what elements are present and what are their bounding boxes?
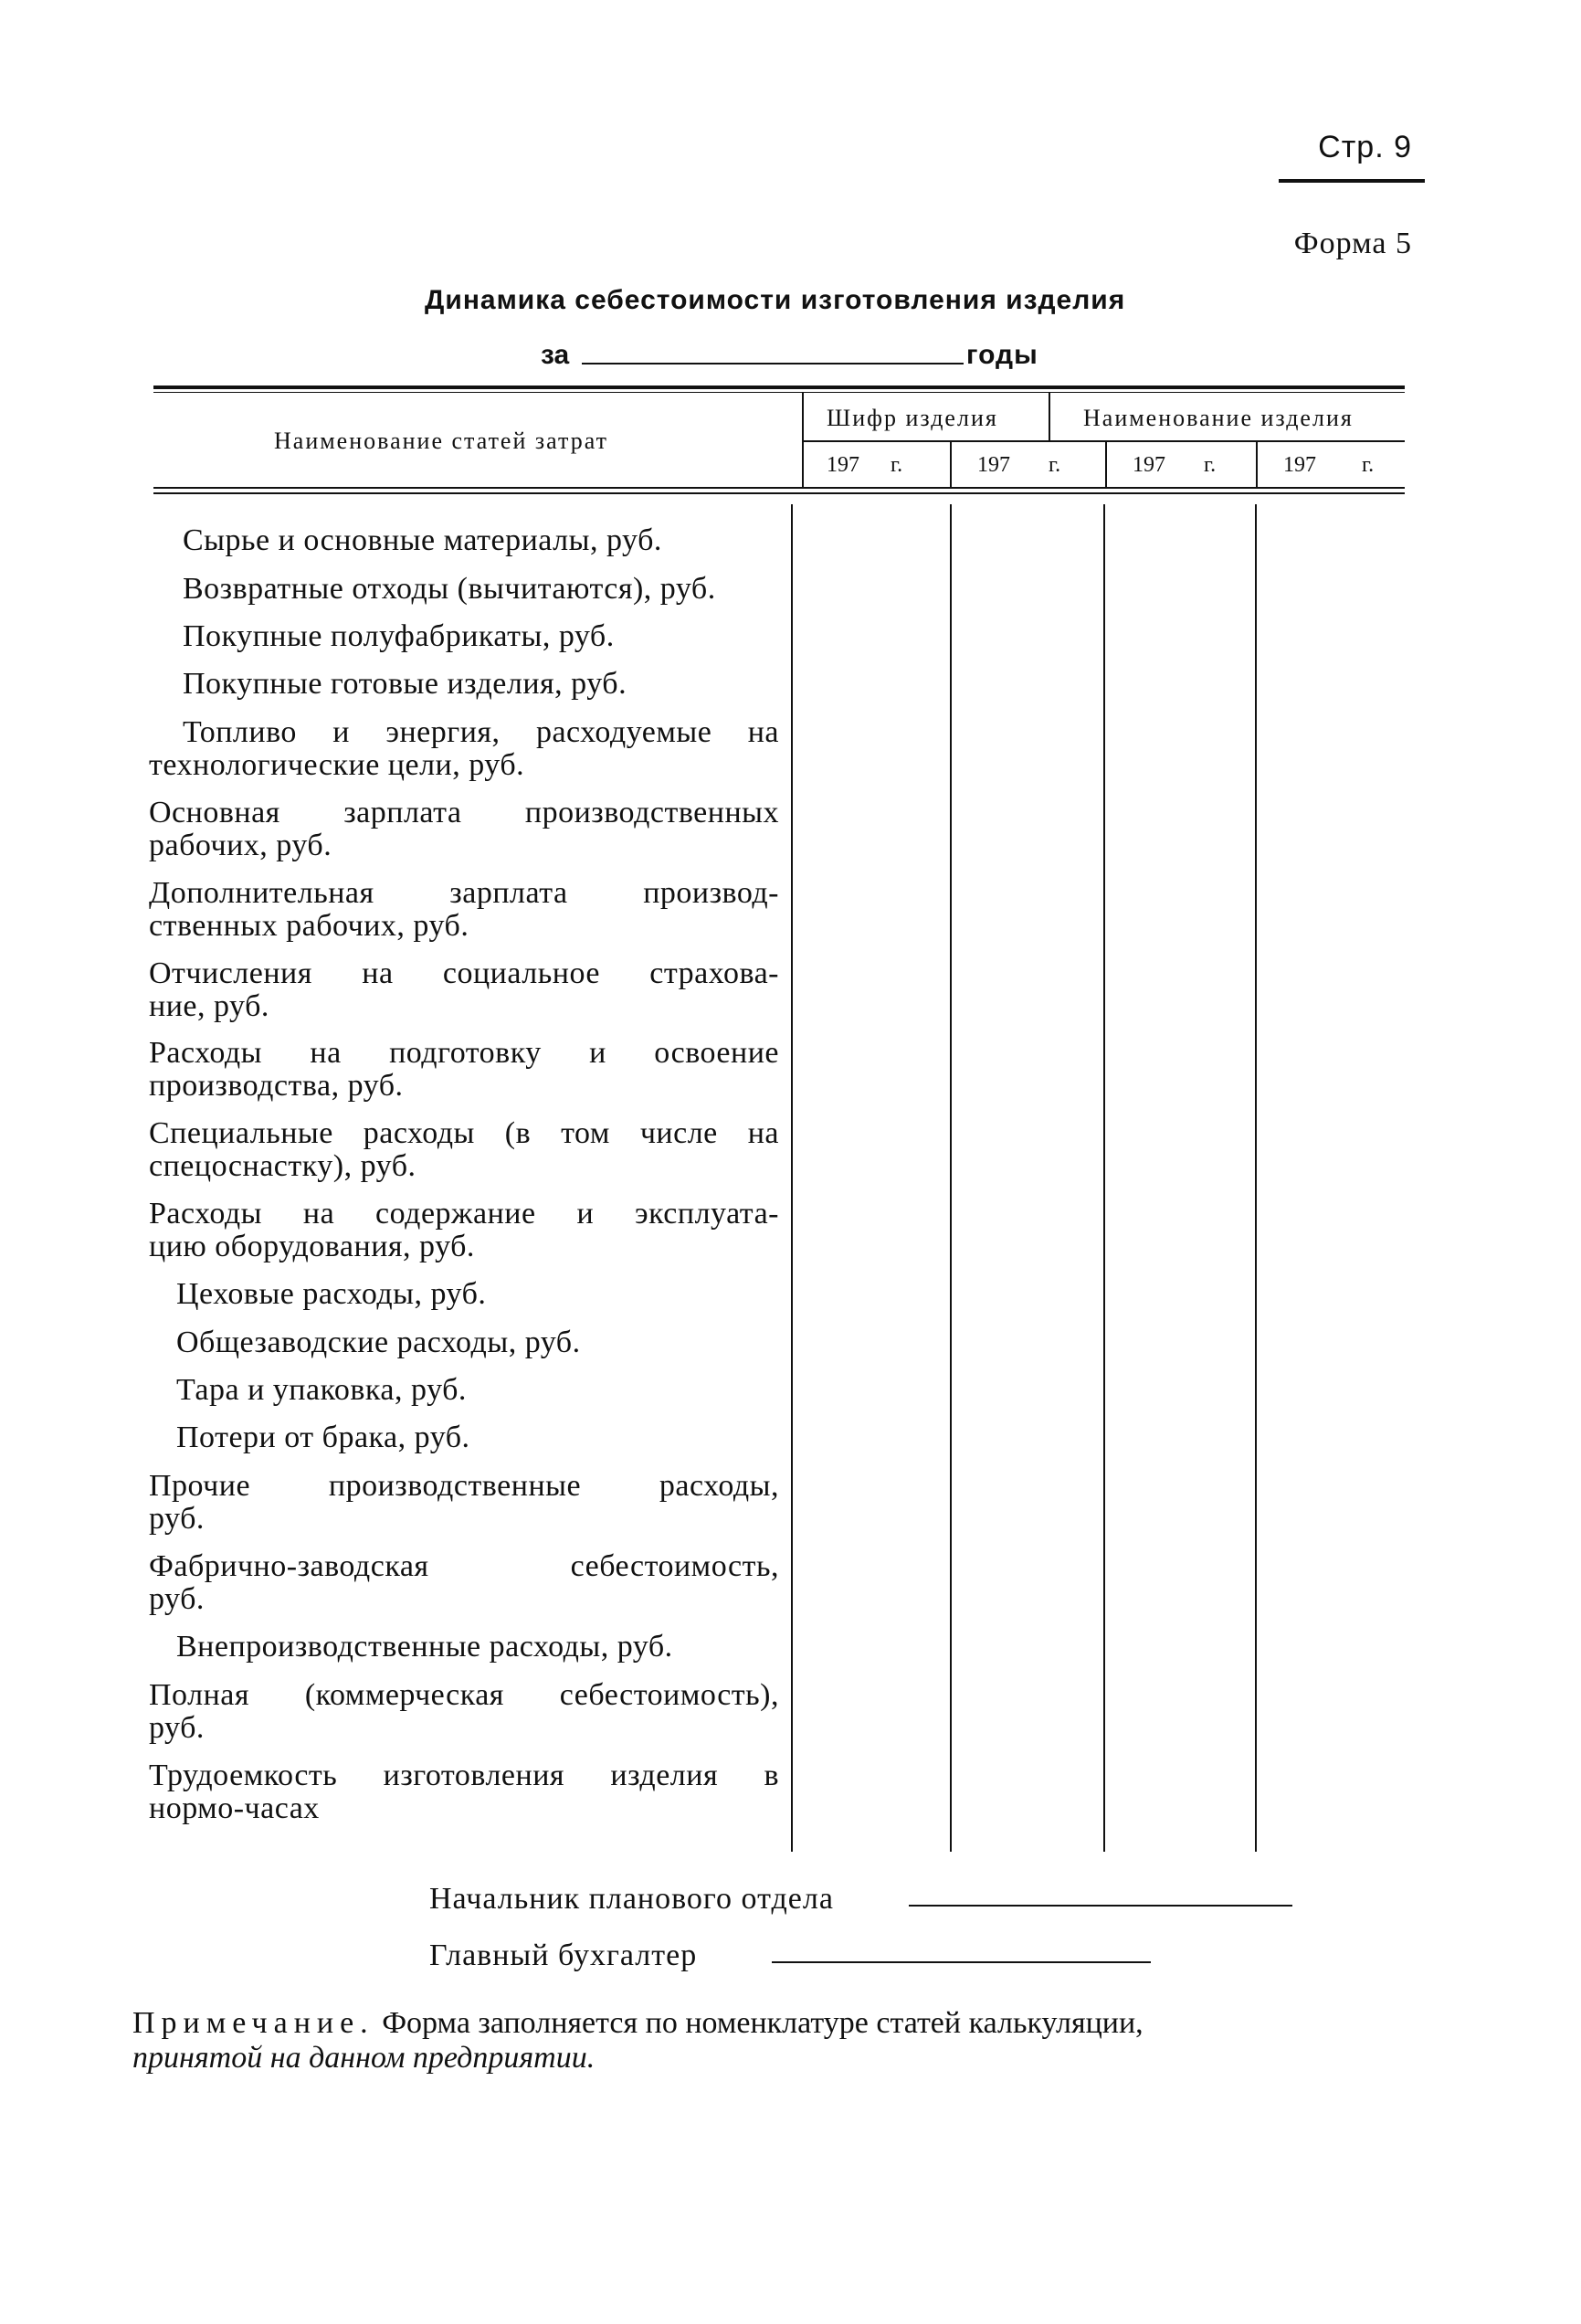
- cost-item-line: Прочие производственные расходы,: [149, 1469, 779, 1503]
- cost-item-line: Расходы на подготовку и освоение: [149, 1036, 779, 1070]
- header-bottom-rule-2: [153, 492, 1405, 494]
- cost-item-row: [149, 957, 779, 1023]
- body-divider-col-1: [950, 504, 952, 1852]
- signature-chief-accountant: Главный бухгалтер: [429, 1938, 698, 1972]
- cost-item-line: Дополнительная зарплата производ-: [149, 876, 779, 910]
- signature-planning-head: Начальник планового отдела: [429, 1882, 834, 1916]
- group-header-name: Наименование изделия: [1083, 405, 1354, 431]
- cost-item-line: руб.: [149, 1502, 205, 1536]
- cost-item-row: [149, 524, 779, 557]
- cost-item-line: ственных рабочих, руб.: [149, 909, 469, 943]
- cost-item-line: Основная зарплата производственных: [149, 796, 779, 829]
- cost-item-line: Расходы на содержание и эксплуата-: [149, 1197, 779, 1231]
- year-cell-4: [1283, 453, 1374, 478]
- cost-item-line: Тара и упаковка, руб.: [176, 1373, 467, 1407]
- cost-item-line: Специальные расходы (в том числе на: [149, 1116, 779, 1150]
- page-number: Стр. 9: [1318, 130, 1412, 164]
- cost-item-line: Цеховые расходы, руб.: [176, 1277, 487, 1311]
- cost-item-row: [149, 1550, 779, 1616]
- form-label: Форма 5: [1293, 227, 1412, 260]
- header-divider-year-2: [1105, 442, 1107, 488]
- cost-item-row: [149, 877, 779, 943]
- year-cell-2: [977, 453, 1060, 478]
- cost-item-row: [149, 1278, 779, 1311]
- cost-item-line: Фабрично-заводская себестоимость,: [149, 1549, 779, 1583]
- cost-item-row: [149, 797, 779, 862]
- cost-item-line: Покупные готовые изделия, руб.: [183, 667, 627, 701]
- footnote-italic-text: принятой на данном предприятии.: [132, 2041, 596, 2075]
- cost-item-row: [149, 1679, 779, 1745]
- year-cell-3-year: 197: [1133, 453, 1165, 477]
- signature-planning-head-line: [909, 1905, 1292, 1907]
- cost-item-line: нормо-часах: [149, 1791, 320, 1825]
- year-cell-4-suffix: г.: [1362, 453, 1375, 477]
- footnote-text: Форма заполняется по номенклатуре статей калькуляции,: [382, 2006, 1144, 2040]
- signature-chief-accountant-line: [772, 1961, 1151, 1963]
- year-cell-1: [827, 453, 902, 478]
- cost-item-row: [149, 1326, 779, 1359]
- cost-item-line: Внепроизводственные расходы, руб.: [176, 1630, 673, 1664]
- period-suffix: годы: [966, 340, 1038, 370]
- cost-item-line: руб.: [149, 1582, 205, 1616]
- cost-item-line: Сырье и основные материалы, руб.: [183, 523, 662, 557]
- cost-item-line: ние, руб.: [149, 989, 269, 1023]
- cost-item-row: [149, 1759, 779, 1825]
- group-header-code: Шифр изделия: [827, 405, 998, 431]
- year-cell-2-year: 197: [977, 453, 1010, 477]
- cost-item-line: Полная (коммерческая себестоимость),: [149, 1678, 779, 1712]
- group-divider-rule: [802, 440, 1405, 442]
- cost-item-row: [149, 1198, 779, 1263]
- table-top-rule-thin: [153, 392, 1405, 393]
- header-divider-year-3: [1256, 442, 1258, 488]
- year-cell-1-year: 197: [827, 453, 859, 477]
- table-top-rule: [153, 386, 1405, 389]
- cost-item-row: [149, 1421, 779, 1454]
- body-divider-col-3: [1255, 504, 1257, 1852]
- year-cell-2-suffix: г.: [1049, 453, 1061, 477]
- header-divider-year-1: [950, 442, 952, 488]
- column-header-cost-items: Наименование статей затрат: [274, 428, 608, 454]
- body-divider-col-2: [1103, 504, 1105, 1852]
- cost-item-line: Возвратные отходы (вычитаются), руб.: [183, 572, 716, 606]
- cost-item-line: Потери от брака, руб.: [176, 1421, 470, 1454]
- cost-item-line: Общезаводские расходы, руб.: [176, 1326, 581, 1359]
- cost-item-line: рабочих, руб.: [149, 829, 332, 862]
- cost-item-row: [149, 668, 779, 701]
- year-cell-3-suffix: г.: [1204, 453, 1217, 477]
- cost-item-row: [149, 620, 779, 653]
- document-title: Динамика себестоимости изготовления изделия: [425, 285, 1126, 315]
- header-divider-main: [802, 393, 804, 488]
- cost-item-line: Отчисления на социальное страхова-: [149, 956, 779, 990]
- year-cell-4-year: 197: [1283, 453, 1316, 477]
- period-prefix: за: [541, 340, 570, 370]
- cost-item-row: [149, 1631, 779, 1664]
- year-cell-1-suffix: г.: [891, 453, 903, 477]
- cost-item-row: [149, 573, 779, 606]
- cost-item-row: [149, 1117, 779, 1183]
- cost-item-row: [149, 1037, 779, 1103]
- cost-item-line: Трудоемкость изготовления изделия в: [149, 1759, 779, 1792]
- body-divider-main: [791, 504, 793, 1852]
- footnote: [132, 2006, 1411, 2076]
- period-blank-line: [582, 363, 964, 364]
- cost-item-line: Топливо и энергия, расходуемые на: [183, 715, 779, 749]
- footnote-label: Примечание.: [132, 2006, 374, 2040]
- page-number-underline: [1279, 179, 1425, 183]
- cost-item-line: руб.: [149, 1711, 205, 1745]
- cost-item-line: спецоснастку), руб.: [149, 1149, 416, 1183]
- cost-item-line: технологические цели, руб.: [149, 748, 525, 782]
- year-cell-3: [1133, 453, 1216, 478]
- header-bottom-rule: [153, 487, 1405, 489]
- header-divider-groups: [1049, 393, 1050, 440]
- cost-item-line: Покупные полуфабрикаты, руб.: [183, 619, 615, 653]
- cost-item-line: производства, руб.: [149, 1069, 404, 1103]
- cost-item-row: [149, 1374, 779, 1407]
- cost-item-row: [149, 716, 779, 782]
- cost-item-line: цию оборудования, руб.: [149, 1230, 475, 1263]
- cost-item-row: [149, 1470, 779, 1536]
